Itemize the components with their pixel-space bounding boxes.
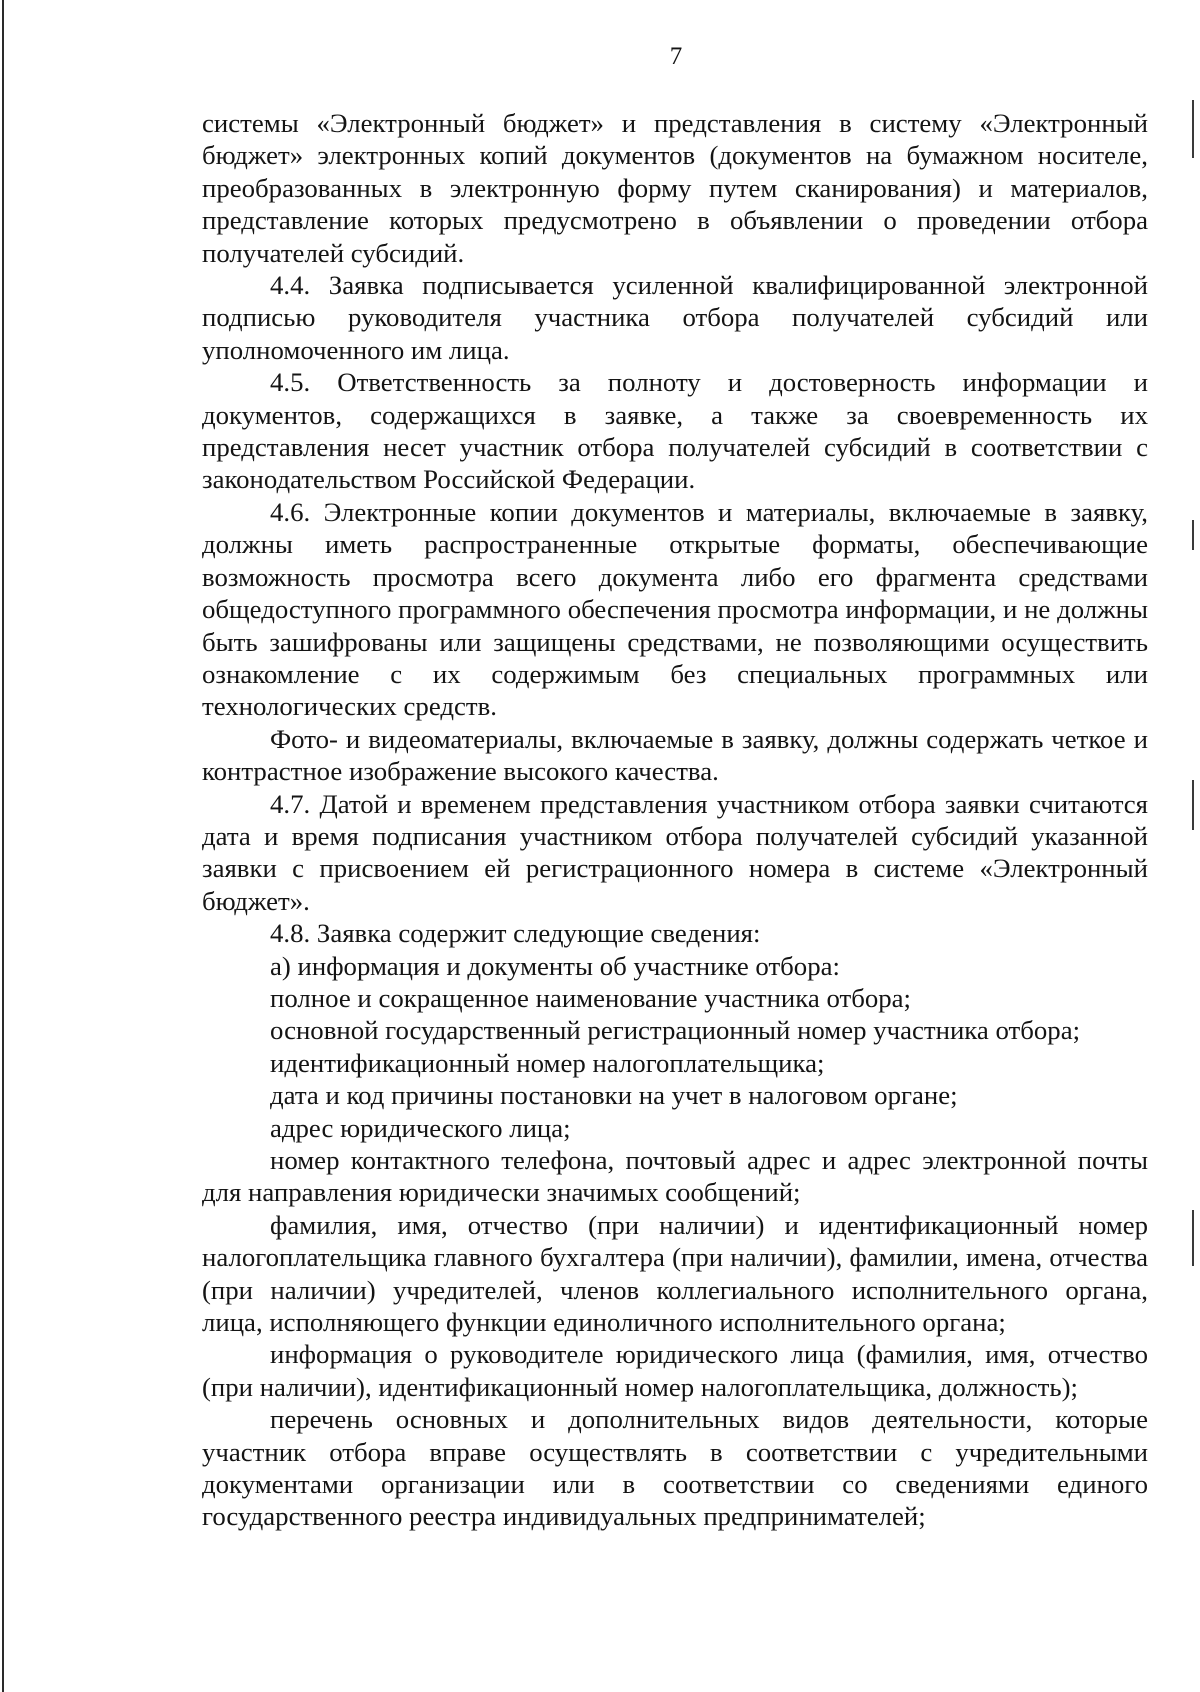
scan-left-edge xyxy=(2,0,4,1692)
paragraph: а) информация и документы об участнике отбора: xyxy=(270,950,840,981)
paragraph: адрес юридического лица; xyxy=(270,1112,571,1143)
paragraph: 4.4. Заявка подписывается усиленной квалифицированной электронной подписью руководителя участника отбора получателей субсидий или уполномоченного им лица. xyxy=(202,270,1148,365)
scan-mark xyxy=(1192,520,1194,550)
paragraph: информация о руководителе юридического лица (фамилия, имя, отчество (при наличии), идентификационный номер налогоплательщика, должность); xyxy=(202,1339,1148,1402)
paragraph: дата и код причины постановки на учет в налоговом органе; xyxy=(270,1080,958,1111)
paragraph: идентификационный номер налогоплательщика; xyxy=(270,1047,825,1078)
paragraph: Фото- и видеоматериалы, включаемые в заявку, должны содержать четкое и контрастное изображение высокого качества. xyxy=(202,723,1148,787)
paragraph: 4.5. Ответственность за полноту и достоверность информации и документов, содержащихся в заявке, а также за своевременность их представления несет участник отбора получателей субсидий в соответствии с законодательством Российской Федерации. xyxy=(202,367,1148,495)
scan-mark xyxy=(1192,780,1194,830)
scan-mark xyxy=(1192,1210,1194,1266)
paragraph: номер контактного телефона, почтовый адрес и адрес электронной почты для направления юридически значимых сообщений; xyxy=(202,1145,1148,1208)
paragraph: основной государственный регистрационный номер участника отбора; xyxy=(270,1015,1081,1046)
paragraph: перечень основных и дополнительных видов деятельности, которые участник отбора вправе осуществлять в соответствии с учредительными документами организации или в соответствии со сведениями единого государственного реестра индивидуальных предпринимателей; xyxy=(202,1404,1148,1532)
paragraph: фамилия, имя, отчество (при наличии) и идентификационный номер налогоплательщика главного бухгалтера (при наличии), фамилии, имена, отчества (при наличии) учредителей, членов коллегиального исполнительного органа, лица, исполняющего функции единоличного исполнительного органа; xyxy=(202,1209,1148,1338)
paragraph: полное и сокращенное наименование участника отбора; xyxy=(270,982,912,1013)
paragraph: 4.8. Заявка содержит следующие сведения: xyxy=(270,918,761,949)
paragraph: 4.6. Электронные копии документов и материалы, включаемые в заявку, должны иметь распространенные открытые форматы, обеспечивающие возможность просмотра всего документа либо его фрагмента средствами общедоступного программного обеспечения просмотра информации, и не должны быть зашифрованы или защищены средствами, не позволяющими осуществить ознакомление с их содержимым без специальных программных или технологических средств. xyxy=(202,496,1148,722)
page-number: 7 xyxy=(669,43,683,70)
paragraph: 4.7. Датой и временем представления участником отбора заявки считаются дата и время подписания участником отбора получателей субсидий указанной заявки с присвоением ей регистрационного номера в системе «Электронный бюджет». xyxy=(202,788,1148,916)
body-text xyxy=(202,107,1148,1533)
paragraph: системы «Электронный бюджет» и представления в систему «Электронный бюджет» электронных копий документов (документов на бумажном носителе, преобразованных в электронную форму путем сканирования) и материалов, представление которых предусмотрено в объявлении о проведении отбора получателей субсидий. xyxy=(202,108,1148,268)
scan-mark xyxy=(1192,100,1194,158)
